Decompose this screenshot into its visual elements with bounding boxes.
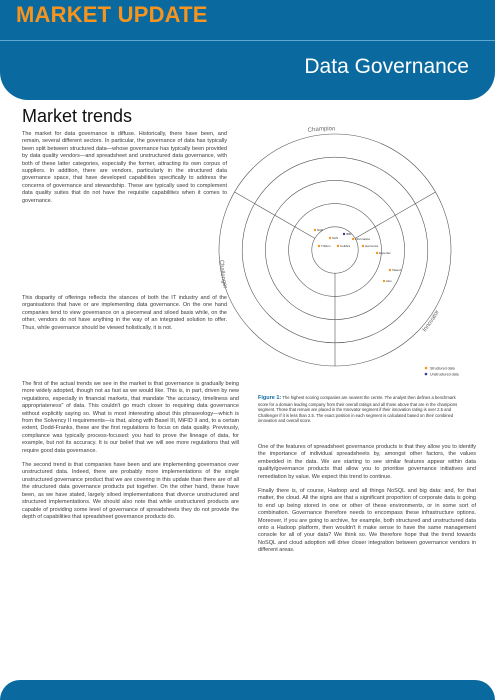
footer-band	[0, 680, 495, 700]
publication-title: MARKET UPDATE	[16, 2, 208, 27]
figure-caption	[258, 395, 458, 424]
vendor-point	[337, 245, 339, 247]
text-block-right	[258, 444, 476, 562]
vendor-bullseye-chart	[190, 110, 480, 385]
segment-label-challenger	[218, 260, 228, 289]
vendor-point	[389, 269, 391, 271]
legend-marker	[425, 373, 428, 376]
vendor-point	[318, 245, 320, 247]
legend-label: Structured data	[430, 366, 455, 371]
segment-divider	[235, 192, 315, 238]
vendor-label: IBM	[346, 232, 352, 237]
vendor-label: SAS	[332, 236, 339, 241]
segment-label-innovator-text: Innovator	[421, 309, 441, 334]
paragraph: This disparity of offerings reflects the stances of both the IT industry and of the organisations that have or are implementing data governance. On the one hand companies tend to view governance on a piecemeal and siloed basis while, on the other, vendors do not have anything in the way of an integrated solution to offer. Thus, while governance should be viewed holistically, it is not.	[22, 295, 227, 331]
vendor-label: Talend	[392, 268, 401, 273]
report-subtitle: Data Governance	[304, 55, 469, 78]
figure-label: Figure 1:	[258, 395, 282, 401]
paragraph: The first of the actual trends we see in the market is that governance is gradually being more widely adopted, though not as fast as we would like. This is, in part, driven by new regulations, especially in financial markets, that mandate "the accuracy, timeliness and appropriateness" of data. This couldn't go much closer to requiring data governance without explicitly saying so. What is most interesting about this phraseology—which is from the Solvency II requirements—is that, along with Basel III, MiFID II and, to a certain extent, Dodd-Franks, these are the first regulations to focus on data quality. Previously, compliance was typically process-focused: you had to prove the lineage of data, for example, but not its accuracy. It is our belief that we will see more regulations that will require good data governance.	[22, 381, 239, 454]
segment-divider	[355, 192, 435, 238]
vendor-label: Alex	[386, 279, 392, 284]
vendor-point	[362, 245, 364, 247]
paragraph: Finally there is, of course, Hadoop and all things NoSQL and big data: and, for that matter, the cloud. All the signs are that a significant proportion of corporate data is going to end up being stored in one or other of these environments, or in some sort of combination. Governance therefore needs to encompass these infrastructure options. Moreover, if you are going to archive, for example, both structured and unstructured data onto a Hadoop platform, then wouldn't it make sense to have the same management console for all of your data? We think so. We therefore hope that the trend towards NoSQL and cloud adoption will drive closer integration between governance vendors in different areas.	[258, 488, 476, 554]
section-heading: Market trends	[22, 106, 133, 126]
segment-label-champion	[307, 126, 335, 134]
segment-label-challenger-text: Challenger	[217, 259, 228, 290]
vendor-point	[314, 229, 316, 231]
vendor-point	[376, 252, 378, 254]
chart-legend	[425, 366, 459, 376]
vendor-point	[343, 233, 345, 235]
vendor-label: Trillium	[321, 244, 331, 249]
vendor-label: Informatica	[355, 237, 370, 242]
paragraph: One of the features of spreadsheet governance products is that they allow you to identify the importance of individual spreadsheets by, amongst other factors, the values embedded in the data. We are starting to see similar features appear within data quality/governance products that allow you to prioritise governance initiatives and remediation by value. We expect this trend to continue.	[258, 444, 476, 480]
legend-label: Unstructured data	[430, 372, 459, 377]
vendor-label: Harmonia	[365, 244, 379, 249]
text-block-trends	[22, 381, 239, 528]
segment-label-champion-text: Champion	[307, 126, 336, 134]
header-divider	[0, 40, 495, 41]
vendor-label: Collibra	[340, 244, 351, 249]
bullseye-svg	[190, 110, 480, 385]
figure-caption-text: The highest scoring companies are nearest the centre. The analyst then defines a benchmark score for a domain leading company from their overall ratings and all those above that are in the champions segment. Those that remain are placed in the Innovator segment if their innovation rating is over 2.5 and Challenger if it is less than 2.5. The exact position in each segment is calculated based on their combined innovation and overall score.	[258, 395, 458, 424]
paragraph: The market for data governance is diffuse. Historically, there have been, and remain, several different sectors. In particular, the governance of data has typically been split between structured data—whose governance has typically been provided by data quality vendors—and spreadsheet and unstructured data governance, with both of these latter categories, especially the former, attracting its own corpus of suppliers. In addition, there are vendors, particularly in the structured data governance space, that have developed capabilities specifically to address the concerns of governance and stewardship. These are typically used to complement data quality suites that do not have the requisite capabilities when it comes to governance.	[22, 131, 227, 204]
paragraph: The second trend is that companies have been and are implementing governance over unstructured data. Indeed, there are probably more implementations of the single unstructured governance product that we are covering in this update than there are of all the structured data governance products put together. On the other hand, these have been, as we have stated, largely siloed implementations that divorce unstructured and structured implementations. We should also note that while unstructured products are capable of providing some level of governance of spreadsheets they do not provide the depth of capabilities that spreadsheet governance products do.	[22, 462, 239, 520]
vendor-label: SAP	[317, 228, 324, 233]
vendor-point	[352, 238, 354, 240]
header-band	[0, 0, 495, 100]
vendor-point	[383, 280, 385, 282]
segment-dividers	[235, 192, 436, 366]
legend-marker	[425, 367, 428, 370]
segment-label-innovator	[422, 309, 441, 333]
vendor-label: Experian	[379, 251, 391, 256]
vendor-point	[329, 237, 331, 239]
